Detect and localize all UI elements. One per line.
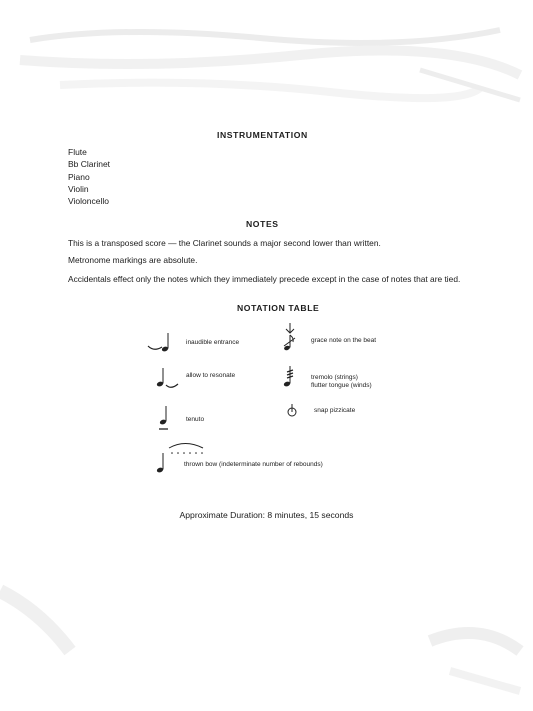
instrument-list [68,146,110,207]
tenuto-label: tenuto [186,416,205,423]
allow-to-resonate-label: allow to resonate [186,372,236,379]
tremolo-note-icon [281,362,301,392]
thrown-bow-note-icon [155,440,207,476]
instrument-item: Flute [68,147,87,157]
notation-table-heading: NOTATION TABLE [237,303,320,313]
quarter-note-tie-out-icon [155,365,185,395]
quarter-note-tie-in-icon [146,330,176,360]
inaudible-entrance-label: inaudible entrance [186,339,240,346]
notes-paragraph-transposed: This is a transposed score — the Clarinet sounds a major second lower than written. [68,238,381,248]
grace-note-label: grace note on the beat [311,337,377,344]
thrown-bow-label: thrown bow (indeterminate number of rebounds) [184,461,323,468]
snap-pizzicato-label: snap pizzicate [314,407,356,414]
scan-artifact-top [0,0,533,110]
approximate-duration: Approximate Duration: 8 minutes, 15 seconds [179,510,354,520]
instrumentation-heading: INSTRUMENTATION [217,130,308,140]
tenuto-note-icon [157,404,177,436]
notes-paragraph-accidentals: Accidentals effect only the notes which they immediately precede except in the case of notes that are tied. [68,274,461,284]
scan-artifact-bottom [0,581,533,711]
instrument-item: Bb Clarinet [68,159,111,170]
instrument-item: Violoncello [68,196,109,207]
instrument-item: Violin [68,183,89,194]
flutter-tongue-label: flutter tongue (winds) [311,382,372,389]
notes-heading: NOTES [246,219,279,229]
snap-pizzicato-icon [285,403,299,419]
tremolo-label: tremolo (strings) [311,374,358,381]
instrument-item: Piano [68,171,90,182]
notes-paragraph-metronome: Metronome markings are absolute. [68,255,198,265]
grace-note-icon [280,322,300,354]
